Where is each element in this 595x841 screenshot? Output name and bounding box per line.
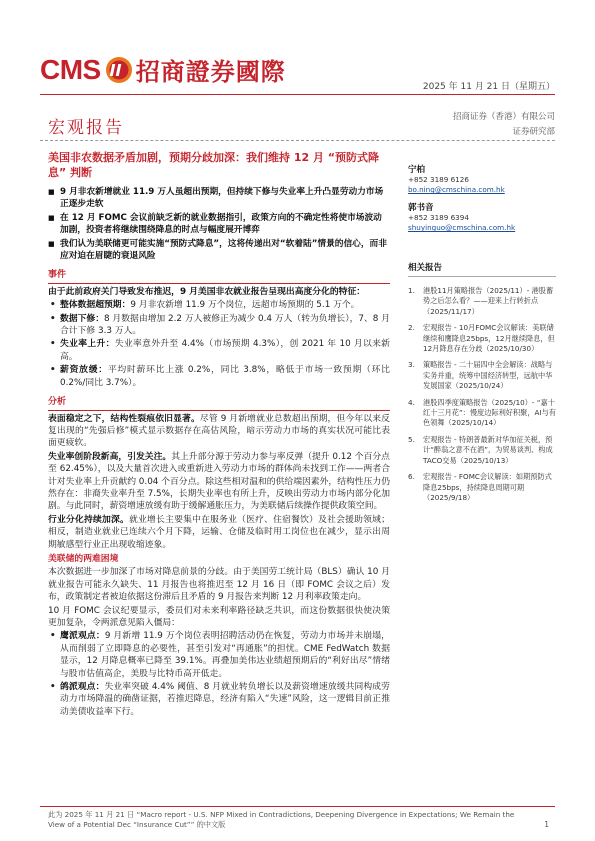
related-report-item[interactable] (408, 398, 556, 429)
related-report-title: 策略报告 - 二十届四中全会解读：战略与实务并重，统筹中国经济转型，远航中华发展国家（2025/10/24） (423, 360, 553, 391)
key-point: ■ 9 月非农新增就业 11.9 万人虽超出预期，但持续下修与失业率上升凸显劳动力市场正逐步走软 (48, 186, 390, 211)
paragraph-text: 就业增长主要集中在服务业（医疗、住宿餐饮）及社会援助领域；相反，制造业就业已连续六个月下降，运输、仓储及临时用工岗位也在减少，显示出周期敏感型行业正出现收缩迹象。 (48, 514, 390, 550)
paragraph-text: 其上升部分源于劳动力参与率反弹（提升 0.12 个百分点至 62.45%），以及大量首次进入或重新进入劳动力市场的群体尚未找到工作——两者合计对失业率上升贡献约 0.04 个百分点。除这些相对温和的供给端因素外，结构性压力仍然存在：非裔失业率升至 7.5%，长期失业率也有所上升，反映出劳动力市场内部分化加剧。与此同时，薪资增速放缓有助于缓解通胀压力，为美联储后续操作提供政策空间。 (48, 451, 390, 512)
sub-header-divider (40, 140, 555, 141)
analysis-paragraph (48, 413, 390, 450)
bullet-label: 失业率上升： (60, 339, 115, 350)
logo-cms-text: CMS (40, 53, 101, 85)
view-text: 失业率突破 4.4% 阈值、8 月就业转负增长以及薪资增速放缓共同构成劳动力市场降温的确凿证据，若推迟降息，经济有陷入“失速”风险，这一逻辑目前正推动美债收益率下行。 (60, 682, 390, 717)
header-divider (40, 94, 555, 95)
analysis-paragraph: 10 月 FOMC 会议纪要显示，委员们对未来利率路径缺乏共识，而这份数据很快使决策更加复杂，令两派意见陷入僵局： (48, 605, 390, 628)
analyst-phone: +852 3189 6126 (408, 175, 469, 184)
page-number: 1 (544, 820, 549, 829)
sidebar (408, 163, 556, 509)
dovish-view (48, 681, 390, 718)
bullet-text: 8 月数据由增加 2.2 万人被修正为减少 0.4 万人（转为负增长），7、8 月合计下修 3.3 万人。 (60, 313, 390, 337)
related-report-number: 3. (408, 360, 415, 370)
company-logo (40, 52, 286, 87)
main-column (48, 150, 390, 719)
related-report-item[interactable] (408, 435, 556, 466)
related-reports-heading: 相关报告 (408, 263, 556, 277)
related-report-item[interactable] (408, 360, 556, 391)
related-report-title: 宏观报告 - 特朗普最新对华加征关税，预计“醉翁之意不在酒”，为贸易谈判、构成TACO交易（2025/10/13） (423, 434, 553, 465)
hawkish-view (48, 630, 390, 680)
footer-divider (40, 806, 555, 807)
paragraph-label: 行业分化持续加深。 (48, 514, 130, 525)
view-label: 鹰派观点： (60, 631, 105, 642)
related-report-title: 宏观报告 - 10月FOMC会议解读：美联储继续和鹰降息25bps，12月继续降息，但12月降息存在分歧（2025/10/30） (423, 323, 555, 354)
bullet-text: 平均时薪环比上涨 0.2%，同比 3.8%，略低于市场一致预期（环比 0.2%/同比 3.7%）。 (60, 365, 390, 388)
analyst-email-link[interactable]: shuyinguo@cmschina.com.hk (408, 223, 516, 232)
paragraph-text: 尽管 9 月新增就业总数超出预期，但今年以来反复出现的“先强后修”模式显示数据存在高估风险，暗示劳动力市场的真实状况可能比表面更疲软。 (48, 413, 390, 449)
logo-cn-text: 招商證券國際 (135, 58, 286, 86)
bullet-text: 失业率意外升至 4.4%（市场预期 4.3%），创 2021 年 10 月以来新高。 (60, 339, 390, 362)
bullet-label: 薪资放缓： (60, 365, 108, 376)
analyst-card (408, 203, 556, 233)
view-label: 鸽派观点： (60, 682, 105, 693)
view-text: 9 月新增 11.9 万个岗位表明招聘活动仍在恢复，劳动力市场并未崩塌，从而削弱了立即降息的必要性，甚至引发对“再通胀”的担忧。CME FedWatch 数据显示，12 月降息概率已降至 39.1%。再叠加美伟达业绩超预期后的“利好出尽”情绪与股市估值高企，美股与比特币高开低走。 (60, 631, 390, 679)
analyst-email-link[interactable]: bo.ning@cmschina.com.hk (408, 185, 505, 194)
section-title: 宏观报告 (48, 118, 124, 138)
logo-emblem-icon (105, 56, 133, 84)
bullet-label: 数据下修： (60, 313, 105, 324)
key-point: ■ 我们认为美联储更可能实施“预防式降息”，这将传递出对“软着陆”情景的信心，而非应对迫在眉睫的衰退风险 (48, 238, 390, 263)
bullet-label: 整体数据超预期： (60, 300, 131, 311)
footer-note: 此为 2025 年 11 月 21 日 “Macro report - U.S. NFP Mixed in Contradictions, Deepening Divergence in Expectations; We Remain the View of a Potential Dec “Insurance Cut”” 的中文版 (48, 810, 515, 829)
paragraph-label: 失业率创阶段新高，引发关注。 (48, 451, 172, 462)
bullet-text: 9 月非农新增 11.9 万个岗位，远超市场预期的 5.1 万个。 (130, 300, 360, 311)
event-bullet (48, 364, 390, 389)
event-intro: 由于此前政府关门导致发布推迟，9 月美国非农就业报告呈现出高度分化的特征： (48, 286, 366, 297)
related-report-item[interactable] (408, 472, 556, 503)
analysis-paragraph: 本次数据进一步加深了市场对降息前景的分歧。由于美国劳工统计局（BLS）确认 10 月就业报告可能永久缺失、11 月报告也将推迟至 12 月 16 日（即 FOMC 会议之后）发布，政策制定者被迫依据这份滞后且矛盾的 9 月报告来判断 12 月利率政策走向。 (48, 567, 390, 603)
analyst-name: 郭书音 (408, 203, 434, 213)
event-bullet (48, 338, 390, 363)
related-report-title: 港股11月策略报告（2025/11）- 港股蓄势之后怎么看？——迎来上行转折点（2025/11/17） (423, 286, 554, 316)
related-report-item[interactable] (408, 323, 556, 354)
report-title: 美国非农数据矛盾加剧，预期分歧加深：我们维持 12 月 “预防式降息” 判断 (48, 151, 380, 179)
related-report-item[interactable] (408, 286, 556, 317)
report-date: 2025 年 11 月 21 日（星期五） (422, 82, 555, 92)
paragraph-label: 表面稳定之下，结构性裂痕依旧显著。 (48, 413, 200, 424)
analyst-card (408, 165, 556, 195)
analyst-phone: +852 3189 6394 (408, 213, 469, 222)
related-report-number: 5. (408, 434, 415, 444)
related-report-number: 1. (408, 286, 415, 295)
related-report-title: 宏观报告 - FOMC会议解读：如期预防式降息25bps，持续降息周期可期（2025/9/18） (423, 472, 552, 502)
related-report-title: 港股四季度策略报告（2025/10）- “嘉十红十三月花”：慢度边际利好积聚，AI与有色领舞（2025/10/14） (423, 397, 556, 428)
event-bullet (48, 313, 390, 338)
analysis-paragraph (48, 451, 390, 513)
company-name: 招商证券（香港）有限公司 (452, 112, 555, 122)
event-heading: 事件 (48, 269, 390, 283)
fed-dilemma-heading: 美联储的两难困境 (48, 553, 119, 564)
analyst-name: 宁柏 (408, 165, 426, 175)
key-point: ■ 在 12 月 FOMC 会议前缺乏新的就业数据指引，政策方向的不确定性将使市场波动加剧，投资者将继续围绕降息的时点与幅度展开博弈 (48, 212, 390, 237)
related-report-number: 2. (408, 323, 415, 333)
related-report-number: 6. (408, 472, 415, 482)
company-info (453, 110, 555, 140)
analysis-heading: 分析 (48, 396, 390, 410)
department-name: 证券研究部 (512, 127, 555, 137)
related-report-number: 4. (408, 397, 415, 407)
event-bullet (48, 299, 390, 311)
analysis-paragraph (48, 514, 390, 551)
